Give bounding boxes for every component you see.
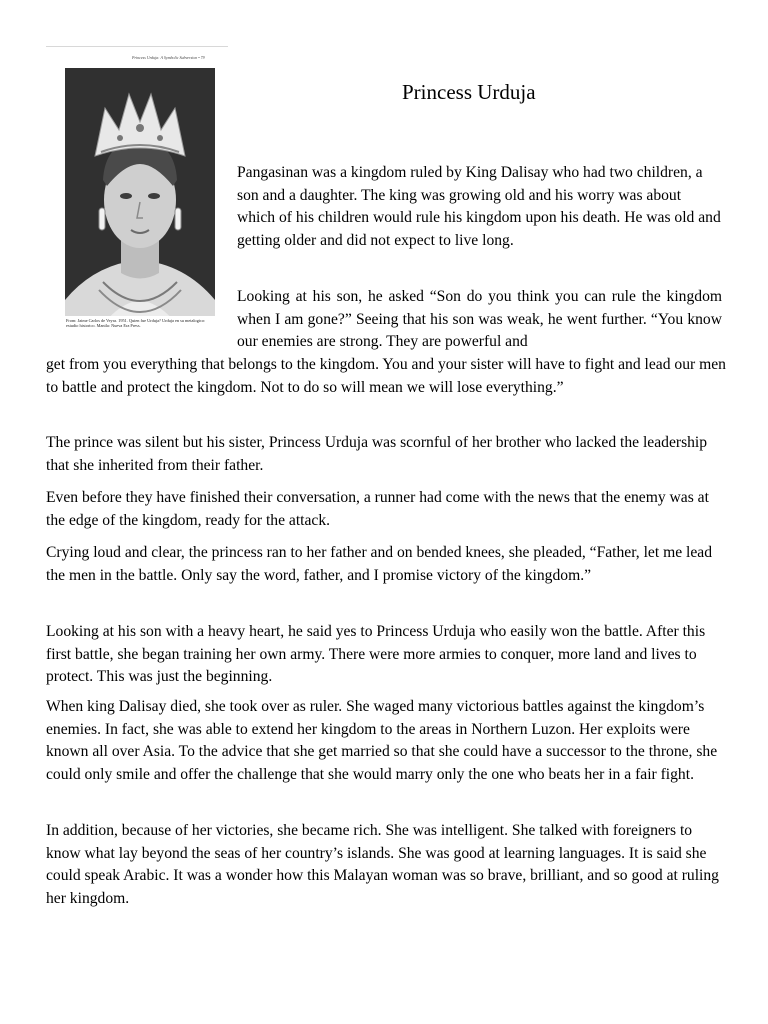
figure-top-rule [46,46,228,47]
paragraph-1: Pangasinan was a kingdom ruled by King Dalisay who had two children, a son and a daughter. The king was growing old and his worry was about which of his children would rule his kingdom upon his death. He was old and getting older and did not expect to live long. [237,164,721,249]
portrait-drawing [65,68,215,360]
paragraph-5: Crying loud and clear, the princess ran to her father and on bended knees, she pleaded, “Father, let me lead the men in the battle. Only say the word, father, and I promise victory of the kingdom.” [46,544,713,584]
figure-caption: From: Jaime Carlos de Veyra. 1951. Quien fue Urduja? Urduja en su metalogico: estudio historico. Manila: Nueva Era Press. [66,318,206,328]
paragraph-4: Even before they have finished their conversation, a runner had come with the news that the enemy was at the edge of the kingdom, ready for the attack. [46,489,709,529]
paragraph-6: Looking at his son with a heavy heart, he said yes to Princess Urduja who easily won the battle. After this first battle, she began training her own army. There were more armies to conquer, more land and lives to protect. This was just the beginning. [46,623,706,686]
portrait-image [65,68,215,360]
paragraph-2-continued: get from you everything that belongs to the kingdom. You and your sister will have to fight and lead our men to battle and protect the kingdom. Not to do so will mean we will lose everything.” [46,356,726,396]
portrait-figure [46,46,228,336]
paragraph-3: The prince was silent but his sister, Princess Urduja was scornful of her brother who lacked the leadership that she inherited from their father. [46,434,708,474]
paragraph-7: When king Dalisay died, she took over as ruler. She waged many victorious battles against the kingdom’s enemies. In fact, she was able to extend her kingdom to the areas in Northern Luzon. Her exploits were known all over Asia. To the advice that she get married so that she could have a successor to the throne, she could only smile and offer the challenge that she would marry only the one who beats her in a fair fight. [46,698,718,783]
paragraph-8: In addition, because of her victories, she became rich. She was intelligent. She talked with foreigners to know what lay beyond the seas of her country’s islands. She was good at learning languages. It is said she could speak Arabic. It was a wonder how this Malayan woman was so brave, brilliant, and so good at ruling her kingdom. [46,822,719,907]
document-title: Princess Urduja [402,80,536,104]
figure-running-header: Princess Urduja: A Symbolic Subversion • 79 [132,55,205,60]
paragraph-2: Looking at his son, he asked “Son do you think you can rule the kingdom when I am gone?” Seeing that his son was weak, he went further. “You know our enemies are strong. They are powerful and [237,288,722,351]
